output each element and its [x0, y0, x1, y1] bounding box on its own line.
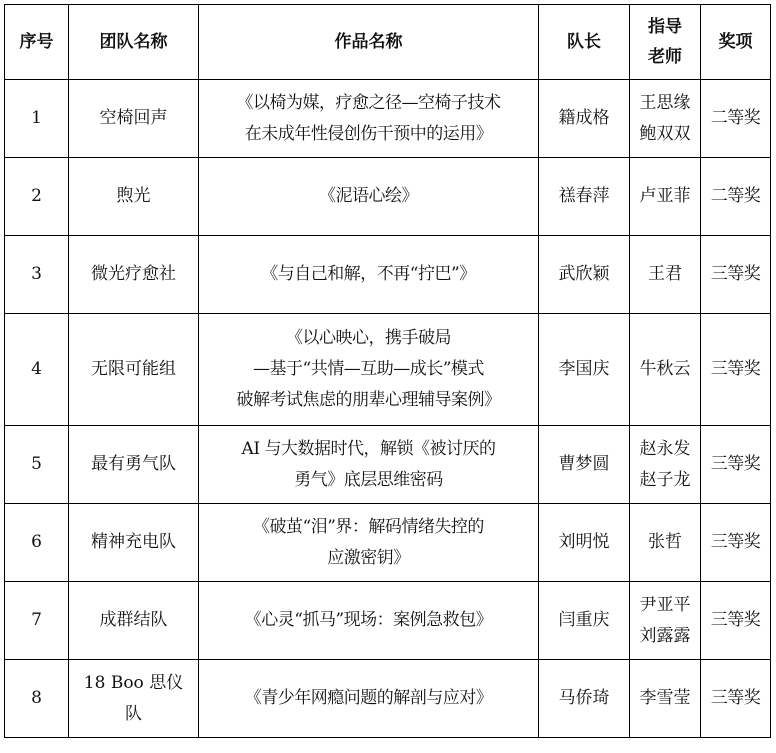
cell-team: 煦光	[69, 158, 199, 236]
header-index: 序号	[5, 5, 69, 80]
header-work: 作品名称	[199, 5, 539, 80]
cell-award: 三等奖	[701, 426, 771, 504]
cell-leader: 闫重庆	[539, 582, 630, 660]
cell-award: 三等奖	[701, 236, 771, 314]
work-line: 《与自己和解，不再“拧巴”》	[261, 264, 476, 284]
cell-index: 2	[5, 158, 69, 236]
cell-award: 三等奖	[701, 504, 771, 582]
award-table-wrapper	[4, 4, 771, 738]
header-leader: 队长	[539, 5, 630, 80]
work-line: 《以心映心，携手破局	[286, 328, 451, 348]
cell-team: 微光疗愈社	[69, 236, 199, 314]
cell-index: 1	[5, 80, 69, 158]
work-line: —基于“共情—互助—成长”模式	[253, 359, 484, 379]
table-row	[5, 236, 771, 314]
work-line: 破解考试焦虑的朋辈心理辅导案例》	[236, 390, 501, 410]
cell-leader: 马侨琦	[539, 660, 630, 738]
cell-team	[69, 660, 199, 738]
cell-advisor	[630, 582, 701, 660]
cell-index: 5	[5, 426, 69, 504]
cell-leader: 籍成格	[539, 80, 630, 158]
table-row	[5, 660, 771, 738]
cell-award: 二等奖	[701, 158, 771, 236]
cell-work	[199, 660, 539, 738]
cell-work	[199, 236, 539, 314]
advisor-name: 卢亚菲	[639, 186, 691, 206]
work-line: 应激密钥》	[327, 547, 410, 568]
cell-award: 三等奖	[701, 582, 771, 660]
advisor-name: 尹亚平	[639, 594, 691, 615]
cell-work	[199, 158, 539, 236]
cell-leader: 曹梦圆	[539, 426, 630, 504]
award-table	[4, 4, 771, 738]
cell-advisor	[630, 158, 701, 236]
cell-index: 8	[5, 660, 69, 738]
cell-leader: 武欣颖	[539, 236, 630, 314]
table-row	[5, 314, 771, 426]
cell-award: 二等奖	[701, 80, 771, 158]
work-line: 在未成年性侵创伤干预中的运用》	[244, 123, 493, 144]
advisor-name: 刘露露	[639, 625, 691, 646]
cell-advisor	[630, 426, 701, 504]
header-award: 奖项	[701, 5, 771, 80]
cell-leader: 禚春萍	[539, 158, 630, 236]
advisor-name: 赵子龙	[639, 469, 691, 490]
advisor-name: 王君	[648, 264, 682, 284]
cell-advisor	[630, 504, 701, 582]
cell-index: 3	[5, 236, 69, 314]
cell-index: 7	[5, 582, 69, 660]
advisor-name: 牛秋云	[639, 359, 691, 379]
cell-leader: 李国庆	[539, 314, 630, 426]
cell-advisor	[630, 80, 701, 158]
cell-work	[199, 582, 539, 660]
cell-work	[199, 314, 539, 426]
advisor-name: 李雪莹	[639, 688, 691, 708]
work-line: 《破茧“泪”界：解码情绪失控的	[253, 516, 484, 537]
table-row	[5, 504, 771, 582]
cell-index: 4	[5, 314, 69, 426]
cell-advisor	[630, 236, 701, 314]
header-advisor-line2: 老师	[648, 47, 682, 67]
cell-advisor	[630, 314, 701, 426]
cell-team: 成群结队	[69, 582, 199, 660]
advisor-name: 张哲	[648, 532, 682, 552]
header-advisor	[630, 5, 701, 80]
cell-award: 三等奖	[701, 314, 771, 426]
advisor-name: 王思缘	[639, 92, 691, 113]
table-row	[5, 80, 771, 158]
table-row	[5, 158, 771, 236]
work-line: 《泥语心绘》	[319, 186, 418, 206]
work-line: AI 与大数据时代，解锁《被讨厌的	[241, 438, 496, 459]
team-line: 18 Boo 思仪	[83, 672, 184, 693]
work-line: 《以椅为媒，疗愈之径—空椅子技术	[236, 92, 501, 113]
cell-team: 空椅回声	[69, 80, 199, 158]
cell-index: 6	[5, 504, 69, 582]
cell-advisor	[630, 660, 701, 738]
cell-leader: 刘明悦	[539, 504, 630, 582]
work-line: 《心灵“抓马”现场：案例急救包》	[244, 610, 493, 630]
advisor-name: 鲍双双	[639, 123, 691, 144]
header-advisor-line1: 指导	[648, 17, 682, 37]
team-line: 队	[125, 703, 142, 724]
header-row	[5, 5, 771, 80]
cell-work	[199, 80, 539, 158]
cell-work	[199, 426, 539, 504]
table-row	[5, 582, 771, 660]
work-line: 《青少年网瘾问题的解剖与应对》	[244, 688, 493, 708]
cell-team: 精神充电队	[69, 504, 199, 582]
work-line: 勇气》底层思维密码	[294, 469, 443, 490]
advisor-name: 赵永发	[639, 438, 691, 459]
cell-team: 最有勇气队	[69, 426, 199, 504]
header-team: 团队名称	[69, 5, 199, 80]
cell-work	[199, 504, 539, 582]
table-row	[5, 426, 771, 504]
cell-team: 无限可能组	[69, 314, 199, 426]
cell-award: 三等奖	[701, 660, 771, 738]
